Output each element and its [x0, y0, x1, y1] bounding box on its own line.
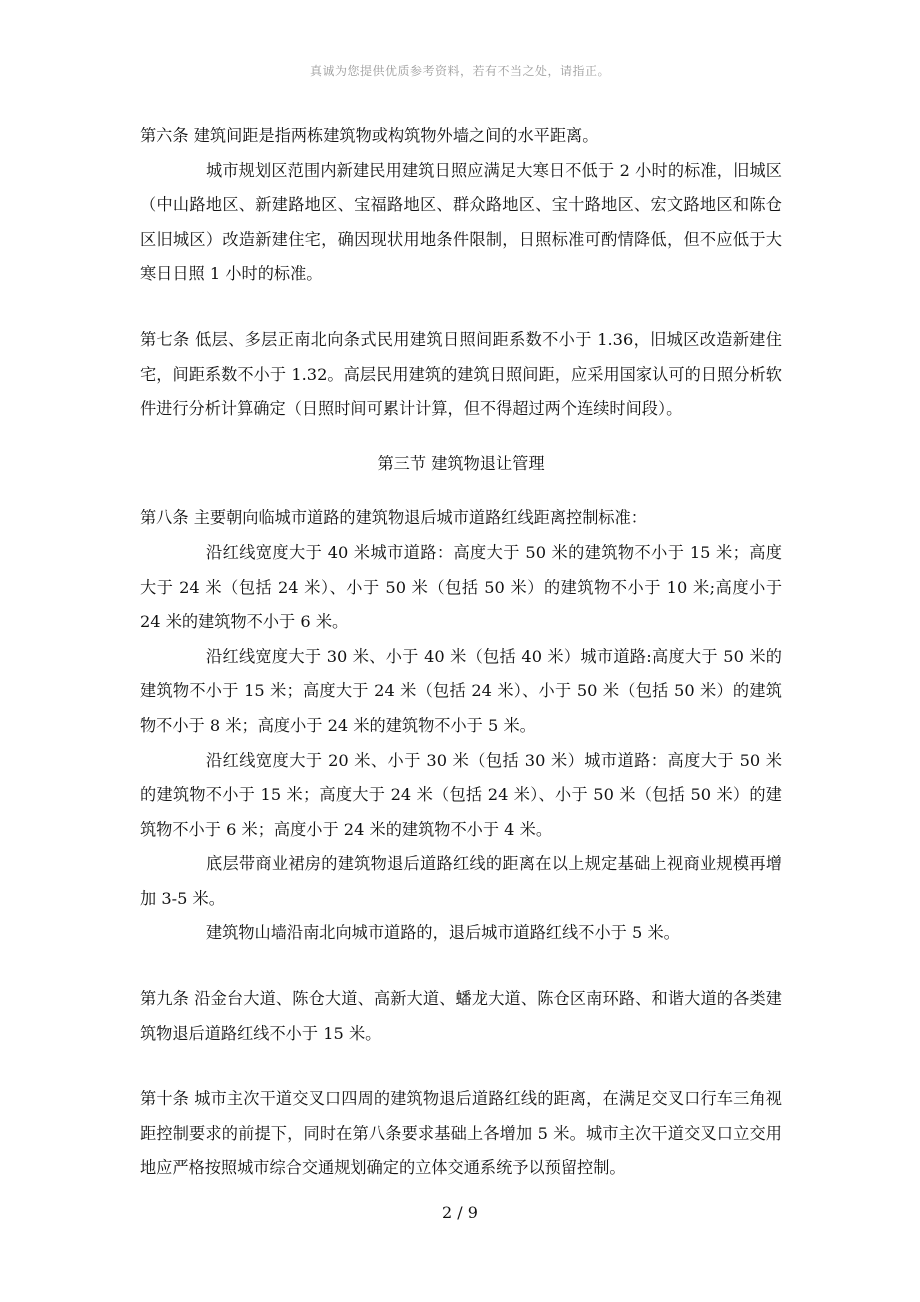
article-6-paragraph: 第六条 建筑间距是指两栋建筑物或构筑物外墙之间的水平距离。 — [140, 126, 599, 145]
paragraph-spacer — [140, 951, 782, 982]
page-header-notice: 真诚为您提供优质参考资料，若有不当之处，请指正。 — [309, 64, 610, 78]
paragraph-spacer — [140, 427, 782, 447]
gable-wall-paragraph: 建筑物山墙沿南北向城市道路的，退后城市道路红线不小于 5 米。 — [206, 923, 680, 943]
section-3-title: 第三节 建筑物退让管理 — [377, 453, 545, 473]
page-number: 2 / 9 — [442, 1203, 478, 1222]
paragraph-spacer — [140, 292, 782, 323]
article-8-paragraph: 第八条 主要朝向临城市道路的建筑物退后城市道路红线距离控制标准： — [140, 508, 647, 528]
document-body — [140, 119, 782, 1186]
article-7-paragraph: 第七条 低层、多层正南北向条式民用建筑日照间距系数不小于 1.36，旧城区改造新建住宅，间距系数不小于 1.32。高层民用建筑的建筑日照间距，应采用国家认可的日照分析软件进行分析计算确定（日照时间可累计计算，但不得超过两个连续时间段）。 — [140, 329, 782, 419]
commercial-podium-paragraph: 底层带商业裙房的建筑物退后道路红线的距离在以上规定基础上视商业规模再增加 3-5 米。 — [140, 854, 782, 908]
paragraph-spacer — [140, 1051, 782, 1082]
setback-40m-road-paragraph: 沿红线宽度大于 40 米城市道路：高度大于 50 米的建筑物不小于 15 米；高度大于 24 米（包括 24 米）、小于 50 米（包括 50 米）的建筑物不小于 10 米;高度小于 24 米的建筑物不小于 6 米。 — [140, 542, 782, 632]
setback-20-30m-road-paragraph: 沿红线宽度大于 20 米、小于 30 米（包括 30 米）城市道路：高度大于 50 米的建筑物不小于 15 米；高度大于 24 米（包括 24 米）、小于 50 米（包括 50 米）的建筑物不小于 6 米；高度小于 24 米的建筑物不小于 4 米。 — [140, 750, 782, 839]
setback-30-40m-road-paragraph: 沿红线宽度大于 30 米、小于 40 米（包括 40 米）城市道路:高度大于 50 米的建筑物不小于 15 米；高度大于 24 米（包括 24 米）、小于 50 米（包括 50 米）的建筑物不小于 8 米；高度小于 24 米的建筑物不小于 5 米。 — [140, 646, 782, 735]
article-9-paragraph: 第九条 沿金台大道、陈仓大道、高新大道、蟠龙大道、陈仓区南环路、和谐大道的各类建筑物退后道路红线不小于 15 米。 — [140, 989, 782, 1043]
article-10-paragraph: 第十条 城市主次干道交叉口四周的建筑物退后道路红线的距离，在满足交叉口行车三角视距控制要求的前提下，同时在第八条要求基础上各增加 5 米。城市主次干道交叉口立交用地应严格按照城市综合交通规划确定的立体交通系统予以预留控制。 — [140, 1089, 782, 1178]
sunlight-standard-paragraph: 城市规划区范围内新建民用建筑日照应满足大寒日不低于 2 小时的标准，旧城区（中山路地区、新建路地区、宝福路地区、群众路地区、宝十路地区、宏文路地区和陈仓区旧城区）改造新建住宅，确因现状用地条件限制，日照标准可酌情降低，但不应低于大寒日日照 1 小时的标准。 — [140, 160, 782, 284]
paragraph-spacer — [140, 481, 782, 501]
